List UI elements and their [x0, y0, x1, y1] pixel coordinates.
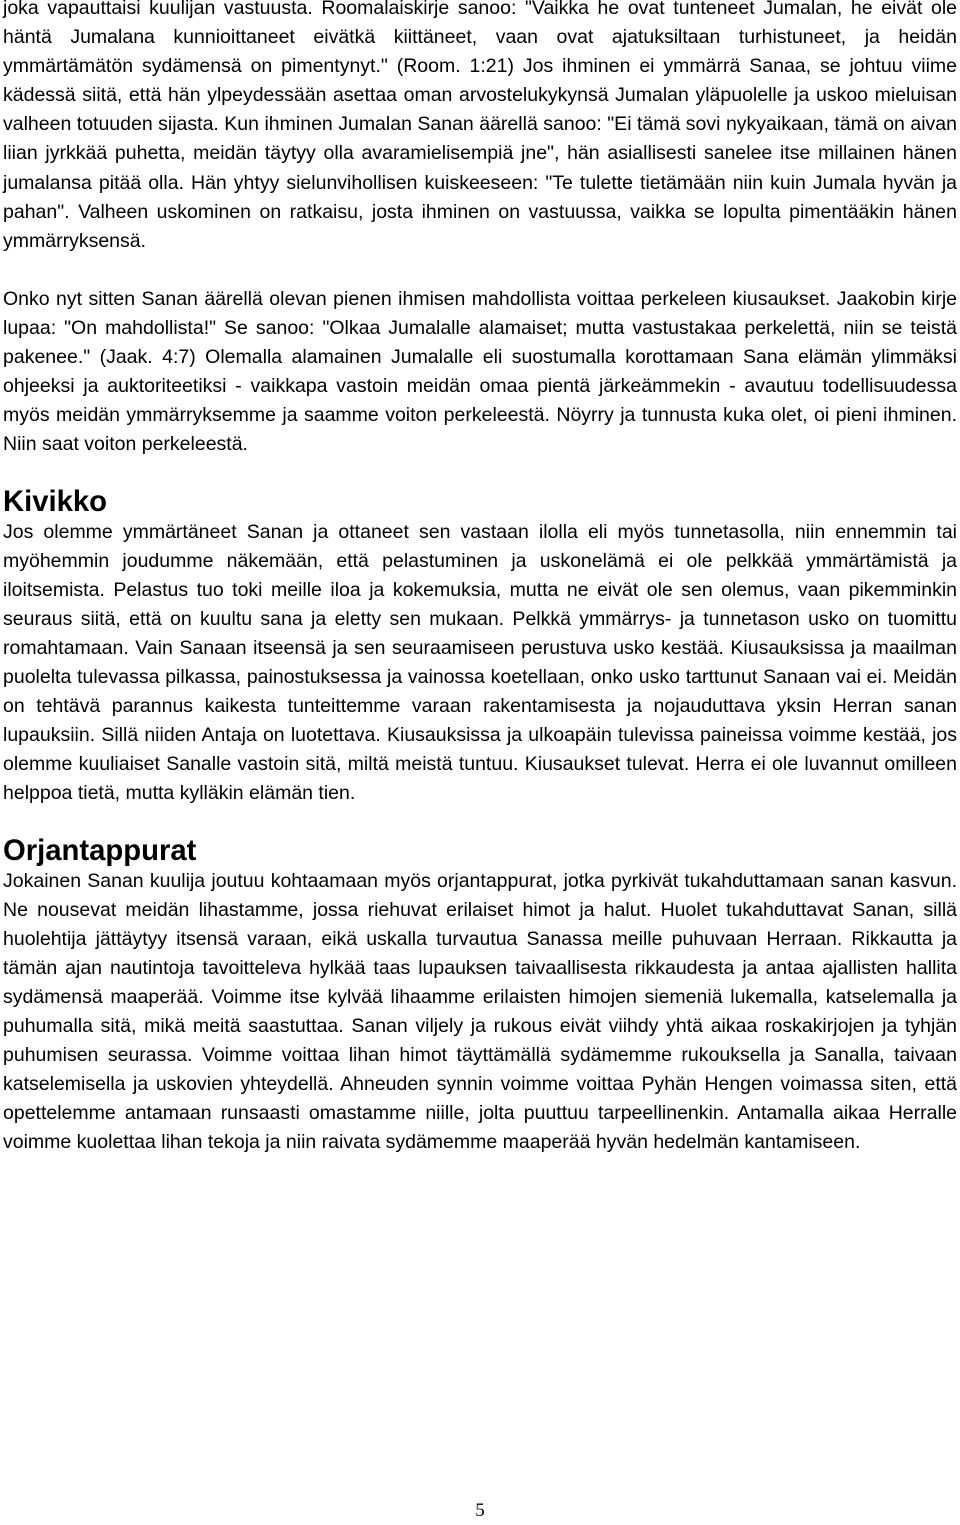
section-heading-orjantappurat: Orjantappurat — [3, 835, 197, 868]
document-page — [3, 0, 957, 1157]
paragraph-spacer — [3, 459, 957, 488]
paragraph-spacer — [3, 808, 957, 837]
paragraph-spacer — [3, 256, 957, 285]
section-paragraph-kivikko: Jos olemme ymmärtäneet Sanan ja ottaneet sen vastaan ilolla eli myös tunnetasolla, niin ennemmin tai myöhemmin joudumme näkemään, että pelastuminen ja uskonelämä ei ole pelkkää ymmärtämistä ja iloitsemista. Pelastus tuo toki meille iloa ja kokemuksia, mutta ne eivät ole sen olemus, vaan pikemminkin seuraus siitä, että on kuultu sana ja eletty sen mukaan. Pelkkä ymmärrys- ja tunnetason usko on tuomittu romahtamaan. Vain Sanaan itseensä ja sen seuraamiseen perustuva usko kestää. Kiusauksissa ja maailman puolelta tulevassa pilkassa, painostuksessa ja vainossa koetellaan, onko usko tarttunut Sanaan vai ei. Meidän on tehtävä parannus kaikesta tunteittemme varaan rakentamisesta ja nojauduttava yksin Herran sanan lupauksiin. Sillä niiden Antaja on luotettava. Kiusauksissa ja ulkoapäin tulevissa paineissa voimme kestää, jos olemme kuuliaiset Sanalle vastoin sitä, miltä meistä tuntuu. Kiusaukset tulevat. Herra ei ole luvannut omilleen helppoa tietä, mutta kylläkin elämän tien. — [3, 520, 957, 805]
page-number: 5 — [475, 1500, 485, 1521]
section-paragraph-orjantappurat: Jokainen Sanan kuulija joutuu kohtaamaan myös orjantappurat, jotka pyrkivät tukahduttamaan sanan kasvun. Ne nousevat meidän lihastamme, jossa riehuvat erilaiset himot ja halut. Huolet tukahduttavat Sanan, sillä huolehtija jättäytyy itsensä varaan, eikä uskalla turvautua Sanassa meille puhuvaan Herraan. Rikkautta ja tämän ajan nautintoja tavoitteleva hylkää taas lupauksen taivaallisesta rikkaudesta ja antaa ajallisten hallita sydämensä maaperää. Voimme itse kylvää lihaamme erilaisten himojen siemeniä lukemalla, katselemalla ja puhumalla sitä, mikä meitä saastuttaa. Sanan viljely ja rukous eivät viihdy yhtä aikaa roskakirjojen ja tyhjän puhumisen seurassa. Voimme voittaa lihan himot täyttämällä sydämemme rukouksella ja Sanalla, taivaan katselemisella ja uskovien yhteydellä. Ahneuden synnin voimme voittaa Pyhän Hengen voimassa siten, että opettelemme antamaan runsaasti omastamme niille, jolta puuttuu tarpeellinenkin. Antamalla aikaa Herralle voimme kuolettaa lihan tekoja ja niin raivata sydämemme maaperää hyvän hedelmän kantamiseen. — [3, 869, 957, 1154]
section-heading-kivikko: Kivikko — [3, 486, 108, 519]
body-paragraph: joka vapauttaisi kuulijan vastuusta. Roomalaiskirje sanoo: "Vaikka he ovat tunteneet Jumalan, he eivät ole häntä Jumalana kunnioittaneet eivätkä kiittäneet, vaan ovat ajatuksiltaan turhistuneet, ja heidän ymmärtämätön sydämensä on pimentynyt." (Room. 1:21) Jos ihminen ei ymmärrä Sanaa, se johtuu viime kädessä siitä, että hän ylpeydessään asettaa oman arvostelukykynsä Jumalan yläpuolelle ja uskoo mieluisan valheen totuuden sijasta. Kun ihminen Jumalan Sanan äärellä sanoo: "Ei tämä sovi nykyaikaan, tämä on aivan liian jyrkkää puhetta, meidän täytyy olla avaramielisempiä jne", hän asiallisesti sanelee itse millainen hänen jumalansa pitää olla. Hän yhtyy sielunvihollisen kuiskeeseen: "Te tulette tietämään niin kuin Jumala hyvän ja pahan". Valheen uskominen on ratkaisu, josta ihminen on vastuussa, vaikka se lopulta pimentääkin hänen ymmärryksensä. — [3, 0, 957, 252]
body-paragraph: Onko nyt sitten Sanan äärellä olevan pienen ihmisen mahdollista voittaa perkeleen kiusaukset. Jaakobin kirje lupaa: "On mahdollista!" Se sanoo: "Olkaa Jumalalle alamaiset; mutta vastustakaa perkelettä, niin se teistä pakenee." (Jaak. 4:7) Olemalla alamainen Jumalalle eli suostumalla korottamaan Sana elämän ylimmäksi ohjeeksi ja auktoriteetiksi - vaikkapa vastoin meidän omaa pientä järkeämmekin - avautuu todellisuudessa myös meidän ymmärryksemme ja saamme voiton perkeleestä. Nöyrry ja tunnusta kuka olet, oi pieni ihminen. Niin saat voiton perkeleestä. — [3, 287, 957, 456]
